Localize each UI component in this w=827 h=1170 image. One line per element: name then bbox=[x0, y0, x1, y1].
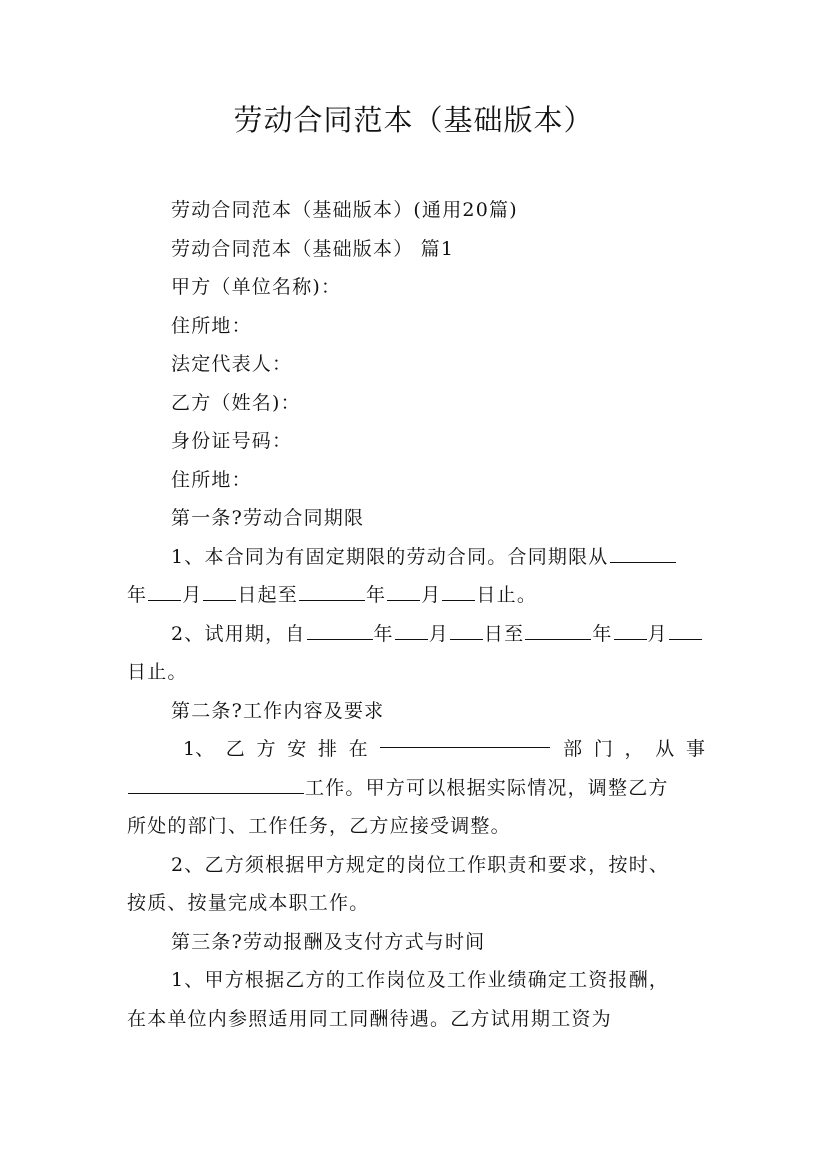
article-3-clause-1-line-2: 在本单位内参照适用同工同酬待遇。乙方试用期工资为 bbox=[127, 1007, 612, 1030]
id-number-field: 身份证号码： bbox=[171, 430, 293, 452]
clause-text: 月 bbox=[647, 622, 668, 645]
clause-char: 安 bbox=[287, 738, 307, 760]
clause-char: 在 bbox=[348, 738, 368, 760]
article-1-clause-2-line-1 bbox=[127, 615, 705, 654]
collection-heading: 劳动合同范本（基础版本）(通用20篇) bbox=[171, 199, 518, 221]
clause-char: 方 bbox=[256, 738, 276, 760]
clause-char: 事 bbox=[685, 738, 705, 760]
clause-char: 部 bbox=[563, 738, 583, 760]
blank-line bbox=[610, 545, 676, 563]
clause-text: 日止。 bbox=[476, 584, 538, 606]
document-body bbox=[127, 191, 705, 1038]
article-1-clause-1-line-2 bbox=[127, 576, 705, 615]
clause-text: 日至 bbox=[483, 622, 525, 645]
clause-char: 乙 bbox=[225, 738, 245, 760]
article-2-clause-2-line-1: 2、乙方须根据甲方规定的岗位工作职责和要求，按时、 bbox=[171, 853, 670, 876]
clause-text: 年 bbox=[127, 584, 148, 606]
blank-line bbox=[380, 730, 550, 748]
clause-text: 年 bbox=[592, 622, 613, 645]
party-a-field: 甲方（单位名称)： bbox=[171, 276, 342, 298]
piece-heading: 劳动合同范本（基础版本） 篇1 bbox=[171, 237, 455, 260]
clause-text: 月 bbox=[428, 622, 449, 645]
article-3-clause-1-line-1: 1、甲方根据乙方的工作岗位及工作业绩确定工资报酬， bbox=[171, 969, 670, 991]
clause-char: ， bbox=[624, 738, 644, 760]
article-1-clause-1-line-1 bbox=[127, 538, 705, 577]
article-1-heading: 第一条?劳动合同期限 bbox=[171, 507, 365, 529]
article-2-clause-1-line-2 bbox=[127, 769, 705, 808]
clause-text: 工作。甲方可以根据实际情况，调整乙方 bbox=[305, 776, 669, 799]
article-3-heading: 第三条?劳动报酬及支付方式与时间 bbox=[171, 930, 486, 953]
blank-line bbox=[307, 622, 373, 640]
blank-line bbox=[387, 583, 420, 601]
legal-representative-field: 法定代表人： bbox=[171, 353, 293, 375]
blank-line bbox=[669, 622, 702, 640]
party-b-field: 乙方（姓名)： bbox=[171, 391, 301, 414]
clause-text: 年 bbox=[373, 622, 394, 645]
article-2-clause-2-line-2: 按质、按量完成本职工作。 bbox=[127, 892, 370, 914]
clause-text: 日起至 bbox=[237, 584, 299, 606]
clause-char: 从 bbox=[655, 738, 675, 760]
clause-text: 月 bbox=[421, 584, 442, 606]
article-1-clause-2-line-2: 日止。 bbox=[127, 661, 188, 683]
party-b-address-field: 住所地： bbox=[171, 468, 252, 491]
blank-line bbox=[395, 622, 428, 640]
clause-char: 排 bbox=[317, 738, 337, 760]
clause-text: 2、试用期，自 bbox=[171, 622, 306, 645]
article-2-clause-1-line-3: 所处的部门、工作任务，乙方应接受调整。 bbox=[127, 815, 511, 837]
document-title: 劳动合同范本（基础版本） bbox=[233, 103, 594, 137]
blank-line bbox=[525, 622, 591, 640]
blank-line bbox=[442, 583, 475, 601]
party-a-address-field: 住所地： bbox=[171, 314, 252, 337]
article-2-heading: 第二条?工作内容及要求 bbox=[171, 699, 385, 722]
blank-line bbox=[614, 622, 647, 640]
clause-char: 门 bbox=[593, 738, 613, 760]
clause-text: 月 bbox=[182, 584, 203, 606]
clause-text: 年 bbox=[366, 584, 387, 606]
blank-line bbox=[203, 583, 236, 601]
clause-text: 1、本合同为有固定期限的劳动合同。合同期限从 bbox=[171, 545, 609, 568]
blank-line bbox=[450, 622, 483, 640]
clause-char: 1、 bbox=[183, 738, 215, 760]
article-2-clause-1-line-1 bbox=[127, 730, 705, 769]
blank-line bbox=[148, 583, 181, 601]
blank-line bbox=[299, 583, 365, 601]
blank-line bbox=[128, 776, 304, 794]
